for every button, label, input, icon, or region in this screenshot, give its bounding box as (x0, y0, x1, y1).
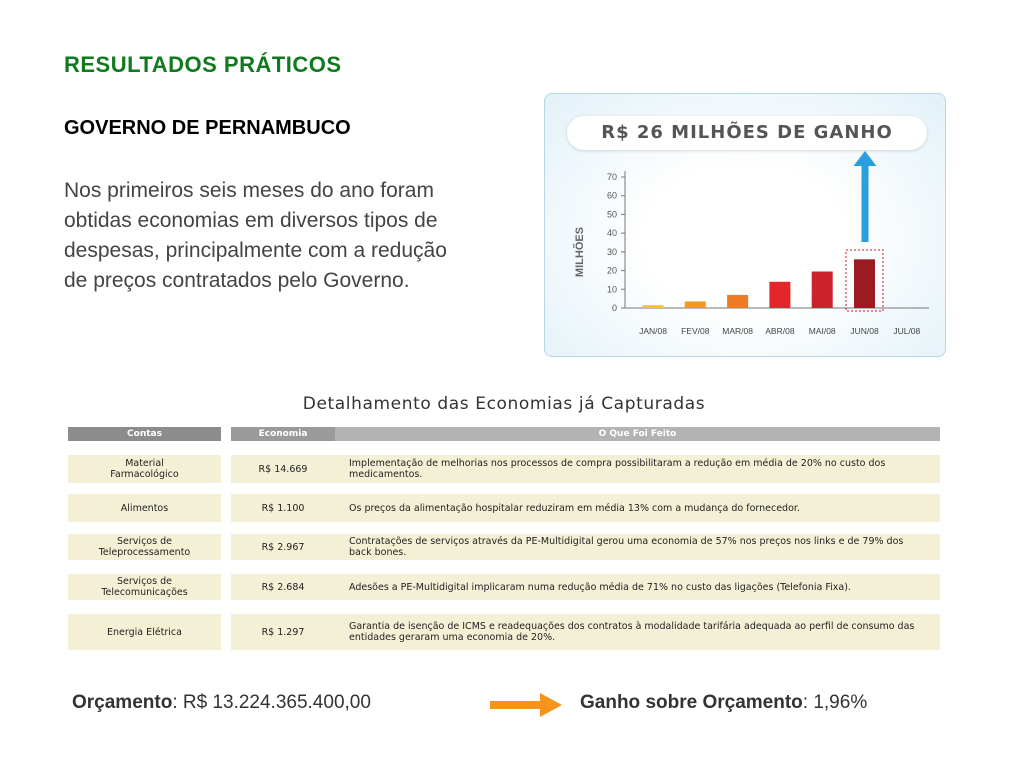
y-tick-label: 20 (606, 265, 617, 276)
ganho-value: : 1,96% (802, 692, 868, 713)
economy-cell: R$ 1.297 (231, 614, 335, 650)
up-arrow-shaft (862, 164, 869, 242)
y-tick-label: 30 (606, 246, 617, 257)
account-cell: Material Farmacológico (68, 455, 221, 483)
y-tick-label: 70 (606, 172, 617, 182)
account-cell: Serviços de Teleprocessamento (68, 534, 221, 560)
x-tick-label: MAI/08 (808, 326, 836, 336)
header-contas: Contas (68, 427, 221, 441)
right-arrow-icon (488, 692, 564, 718)
y-tick-label: 0 (611, 303, 617, 313)
page-subtitle: GOVERNO DE PERNAMBUCO (64, 117, 351, 139)
y-tick-label: 60 (606, 190, 617, 201)
action-cell: Implementação de melhorias nos processos de compra possibilitaram a redução em média de 20% no custo dos medicamentos. (335, 455, 940, 483)
bar (769, 282, 790, 308)
bar (685, 301, 706, 308)
y-tick-label: 10 (606, 284, 617, 295)
orcamento-label: Orçamento (72, 692, 173, 713)
economy-cell: R$ 14.669 (231, 455, 335, 483)
chart-title: R$ 26 MILHÕES DE GANHO (567, 116, 927, 150)
bar (727, 295, 748, 308)
account-cell: Energia Elétrica (68, 614, 221, 650)
intro-paragraph: Nos primeiros seis meses do ano foram obtidas economias em diversos tipos de despesas, principalmente com a redução de preços contratados pelo Governo. (64, 179, 447, 292)
x-tick-label: JUL/08 (893, 326, 921, 336)
x-tick-label: JUN/08 (850, 326, 879, 336)
x-tick-label: JAN/08 (639, 326, 667, 336)
bar (854, 259, 875, 308)
action-cell: Adesões a PE-Multidigital implicaram numa redução média de 71% no custo das ligações (Telefonia Fixa). (335, 574, 940, 600)
x-tick-label: FEV/08 (681, 326, 710, 336)
y-axis-label: MILHÕES (574, 226, 586, 278)
bar (643, 305, 664, 308)
economy-cell: R$ 1.100 (231, 494, 335, 522)
orcamento-text (72, 692, 371, 714)
savings-bar-chart (545, 94, 947, 358)
economy-cell: R$ 2.967 (231, 534, 335, 560)
orcamento-value: : R$ 13.224.365.400,00 (172, 692, 371, 713)
account-cell: Serviços de Telecomunicações (68, 574, 221, 600)
y-tick-label: 50 (606, 209, 617, 220)
account-cell: Alimentos (68, 494, 221, 522)
y-tick-label: 40 (606, 228, 617, 239)
action-cell: Os preços da alimentação hospitalar reduziram em média 13% com a mudança do fornecedor. (335, 494, 940, 522)
economy-cell: R$ 2.684 (231, 574, 335, 600)
action-cell: Garantia de isenção de ICMS e readequações dos contratos à modalidade tarifária adequada ao perfil de consumo das entidades geraram uma economia de 20%. (335, 614, 940, 650)
ganho-label: Ganho sobre Orçamento (580, 692, 803, 713)
x-tick-label: ABR/08 (765, 326, 795, 336)
table-title: Detalhamento das Economias já Capturadas (302, 394, 706, 414)
x-tick-label: MAR/08 (722, 326, 753, 336)
action-cell: Contratações de serviços através da PE-Multidigital gerou uma economia de 57% nos preços nos links e de 79% dos back bones. (335, 534, 940, 560)
header-o-que-foi-feito: O Que Foi Feito (335, 427, 940, 441)
ganho-text (580, 692, 867, 714)
page-title: RESULTADOS PRÁTICOS (64, 52, 342, 77)
savings-chart-card (544, 93, 946, 357)
up-arrow-icon (854, 151, 877, 166)
header-economia: Economia (231, 427, 335, 441)
bar (812, 272, 833, 308)
